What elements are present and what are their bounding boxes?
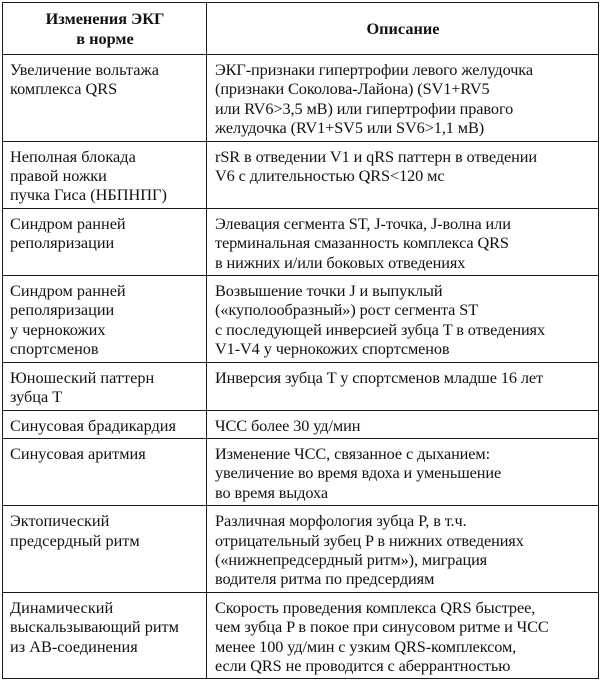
table-row — [3, 55, 599, 142]
row-name-cell: Динамический выскальзывающий ритм из АВ-соединения — [3, 592, 207, 679]
row-description-cell: rSR в отведении V1 и qRS паттерн в отведении V6 с длительностью QRS<120 мс — [207, 141, 599, 208]
row-description-cell: Возвышение точки J и выпуклый («куполообразный») рост сегмента ST с последующей инверсией зубца T в отведениях V1-V4 у чернокожих спортсменов — [207, 276, 599, 363]
table-row — [3, 410, 599, 438]
table-row — [3, 362, 599, 410]
row-name-cell: Увеличение вольтажа комплекса QRS — [3, 55, 207, 142]
header-cell-description: Описание — [207, 3, 599, 55]
row-name-cell: Синусовая брадикардия — [3, 410, 207, 438]
row-description-cell: Элевация сегмента ST, J-точка, J-волна или терминальная смазанность комплекса QRS в нижних и/или боковых отведениях — [207, 208, 599, 275]
table-row — [3, 141, 599, 208]
row-description-cell: ЭКГ-признаки гипертрофии левого желудочка (признаки Соколова-Лайона) (SV1+RV5 или RV6>3,5 мВ) или гипертрофии правого желудочка (RV1+SV5 или SV6>1,1 мВ) — [207, 55, 599, 142]
table-row — [3, 506, 599, 593]
ecg-norms-table — [2, 2, 599, 679]
row-description-cell: Скорость проведения комплекса QRS быстрее, чем зубца P в покое при синусовом ритме и ЧСС менее 100 уд/мин с узким QRS-комплексом, если QRS не проводится с аберрантностью — [207, 592, 599, 679]
row-description-cell: Изменение ЧСС, связанное с дыханием: увеличение во время вдоха и уменьшение во время выдоха — [207, 438, 599, 505]
header-row — [3, 3, 599, 55]
row-description-cell: ЧСС более 30 уд/мин — [207, 410, 599, 438]
row-description-cell: Инверсия зубца T у спортсменов младше 16 лет — [207, 362, 599, 410]
row-description-cell: Различная морфология зубца P, в т.ч. отрицательный зубец P в нижних отведениях («нижнепредсердный ритм»), миграция водителя ритма по предсердиям — [207, 506, 599, 593]
table-row — [3, 592, 599, 679]
row-name-cell: Эктопический предсердный ритм — [3, 506, 207, 593]
table-row — [3, 438, 599, 505]
table-row — [3, 276, 599, 363]
header-cell-changes: Изменения ЭКГ в норме — [3, 3, 207, 55]
table-body — [3, 55, 599, 679]
row-name-cell: Синдром ранней реполяризации — [3, 208, 207, 275]
table-header — [3, 3, 599, 55]
row-name-cell: Синусовая аритмия — [3, 438, 207, 505]
row-name-cell: Юношеский паттерн зубца T — [3, 362, 207, 410]
row-name-cell: Неполная блокада правой ножки пучка Гиса (НБПНПГ) — [3, 141, 207, 208]
row-name-cell: Синдром ранней реполяризации у чернокожих спортсменов — [3, 276, 207, 363]
table-row — [3, 208, 599, 275]
